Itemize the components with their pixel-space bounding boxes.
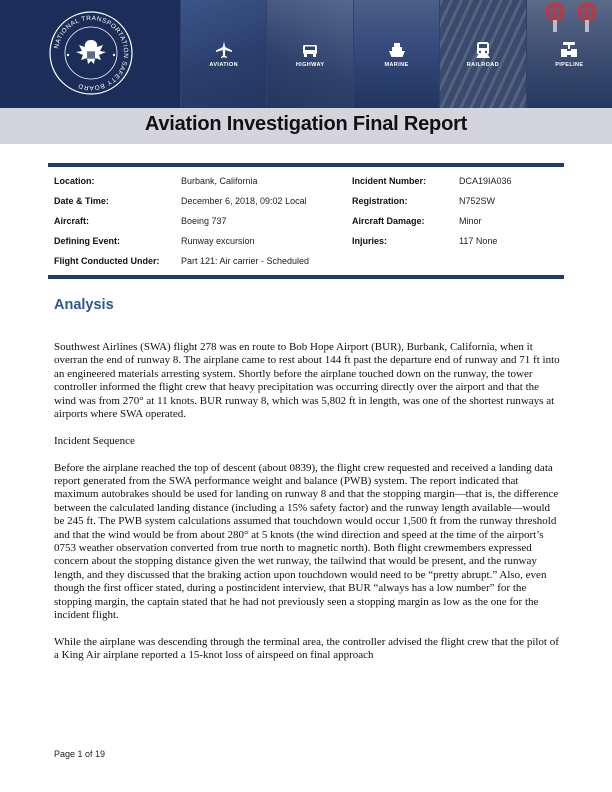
page-number: Page 1 of 19 <box>54 749 106 759</box>
mode-tile-marine <box>353 0 439 108</box>
analysis-body <box>54 341 560 676</box>
flight-conducted-value: Part 121: Air carrier - Scheduled <box>181 256 310 266</box>
train-icon <box>473 40 493 60</box>
aircraft-damage-value: Minor <box>459 216 482 226</box>
mode-label-highway: HIGHWAY <box>295 62 325 68</box>
ship-icon <box>387 40 407 60</box>
incident-number-label: Incident Number: <box>352 176 427 186</box>
info-row <box>54 170 560 190</box>
mode-label-marine: MARINE <box>384 62 409 68</box>
injuries-label: Injuries: <box>352 236 388 246</box>
mode-label-aviation: AVIATION <box>209 62 239 68</box>
mode-tile-railroad <box>439 0 525 108</box>
valve-icon <box>559 40 579 60</box>
table-bottom-rule <box>48 275 564 279</box>
defining-event-value: Runway excursion <box>181 236 255 246</box>
info-row <box>54 230 560 250</box>
airplane-icon <box>214 40 234 60</box>
mode-tile-aviation <box>180 0 266 108</box>
injuries-value: 117 None <box>459 236 498 246</box>
truck-icon <box>300 40 320 60</box>
location-label: Location: <box>54 176 95 186</box>
table-top-rule <box>48 163 564 167</box>
paragraph: Before the airplane reached the top of descent (about 0839), the flight crew requested and received a landing data report generated from the SWA performance weight and balance (PWB) system. The report indicated that maximum autobrakes should be used for landing on runway 8 and that the stopping margin—that is, the difference between the calculated landing distance (including a 15% safety factor) and the runway length available—would be 245 ft. The PWB system calculations assumed that touchdown would occur 1,500 ft from the runway threshold and that the wind would be from about 280° at 5 knots (the wind direction and speed at the time of the airport’s 0753 weather observation converted from true north to magnetic north). Both flight crewmembers expressed concern about the stopping distance given the wet runway, the tailwind that would be present, and the runway length, and they discussed that the braking action upon touchdown would need to be “pretty abrupt.” Also, even though the first officer stated, during a postincident interview, that BUR “always has a low number” for the stopping margin, the captain stated that he had not previously seen a stopping margin as low as the one for the incident flight. <box>54 461 559 622</box>
datetime-label: Date & Time: <box>54 196 109 206</box>
incident-number-value: DCA19IA036 <box>459 176 512 186</box>
paragraph: While the airplane was descending through the terminal area, the controller advised the flight crew that the pilot of a King Air airplane reported a 15-knot loss of airspeed on final approach <box>54 635 559 662</box>
report-title: Aviation Investigation Final Report <box>144 113 468 135</box>
ntsb-seal-logo <box>48 10 134 96</box>
defining-event-label: Defining Event: <box>54 236 121 246</box>
subheading-incident-sequence: Incident Sequence <box>54 434 135 447</box>
paragraph: Southwest Airlines (SWA) flight 278 was en route to Bob Hope Airport (BUR), Burbank, California, when it overran the end of runway 8. The airplane came to rest about 144 ft past the departure end of runway and 71 ft into an engineered materials arresting system. Shortly before the airplane touched down on the runway, the tower controller informed the flight crew that heavy precipitation was occurring directly over the airport and that the wind was from 270° at 11 knots. BUR runway 8, which was 5,802 ft in length, was one of the shortest runways at airports where SWA operated. <box>54 341 560 421</box>
aircraft-damage-label: Aircraft Damage: <box>352 216 425 226</box>
datetime-value: December 6, 2018, 09:02 Local <box>181 196 307 206</box>
aircraft-label: Aircraft: <box>54 216 90 226</box>
mode-label-pipeline: PIPELINE <box>555 62 584 68</box>
registration-label: Registration: <box>352 196 408 206</box>
info-row <box>54 190 560 210</box>
incident-info-table <box>54 170 560 270</box>
mode-tile-highway <box>266 0 352 108</box>
info-row <box>54 210 560 230</box>
analysis-heading: Analysis <box>54 297 114 313</box>
mode-label-railroad: RAILROAD <box>466 62 500 68</box>
svg-text:NATIONAL TRANSPORTATION SAFETY: NATIONAL TRANSPORTATION SAFETY BOARD <box>53 14 130 92</box>
seal-area <box>0 0 180 108</box>
red-valve-wheels-icon <box>541 2 601 32</box>
header-banner <box>0 0 612 108</box>
mode-photo-strip <box>180 0 612 108</box>
mode-tile-pipeline <box>526 0 612 108</box>
location-value: Burbank, California <box>181 176 258 186</box>
info-row <box>54 250 560 270</box>
flight-conducted-label: Flight Conducted Under: <box>54 256 160 266</box>
aircraft-value: Boeing 737 <box>181 216 227 226</box>
registration-value: N752SW <box>459 196 496 206</box>
